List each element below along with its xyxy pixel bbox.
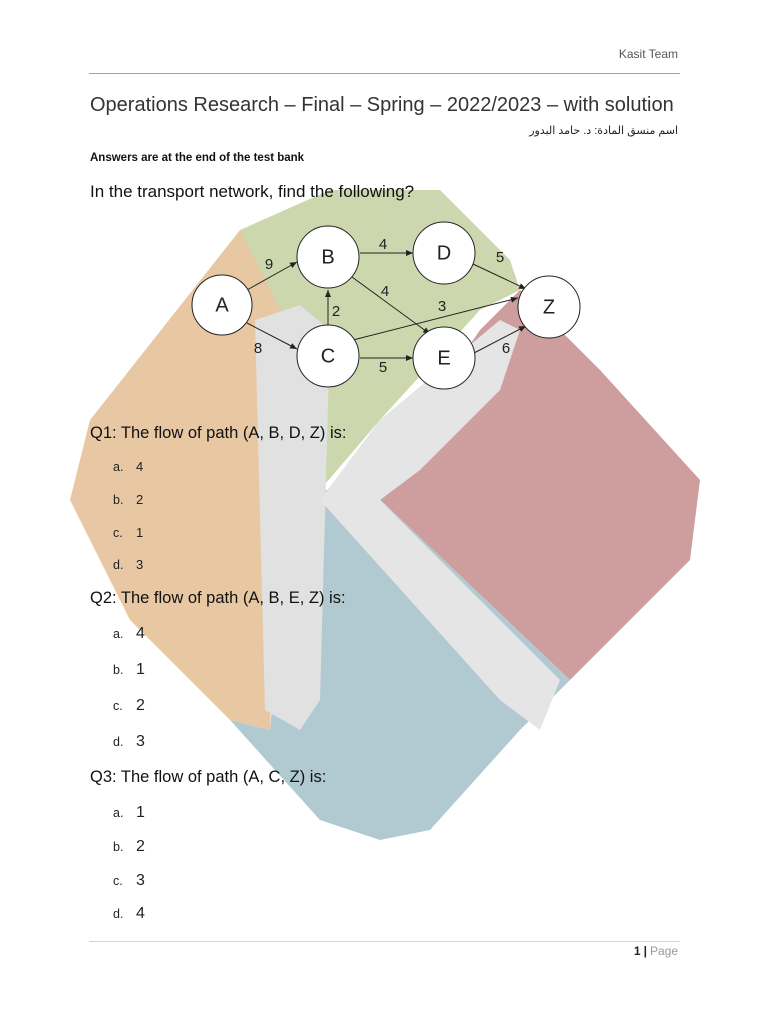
option-letter: a. <box>113 806 124 820</box>
node-c-label: C <box>320 345 336 368</box>
node-z-label: Z <box>542 296 556 319</box>
question-2-title: Q2: The flow of path (A, B, E, Z) is: <box>90 589 346 607</box>
question-1-title: Q1: The flow of path (A, B, D, Z) is: <box>90 424 347 442</box>
option-value: 3 <box>136 557 144 572</box>
option-letter: b. <box>113 493 124 507</box>
header-divider <box>89 73 680 74</box>
node-d-label: D <box>436 242 452 265</box>
question-2-option-c[interactable] <box>113 697 145 715</box>
footer-separator: | <box>643 944 647 958</box>
question-intro: In the transport network, find the following? <box>90 182 415 201</box>
weight-b-e: 4 <box>380 283 390 300</box>
page-label: Page <box>649 944 678 958</box>
page-number: 1 <box>633 944 641 958</box>
option-letter: b. <box>113 840 124 854</box>
option-letter: b. <box>113 663 124 677</box>
node-e-label: E <box>437 347 451 370</box>
option-value: 4 <box>136 459 144 474</box>
option-letter: d. <box>113 558 124 572</box>
question-2-option-a[interactable] <box>113 625 145 643</box>
header-team: Kasit Team <box>618 47 678 61</box>
node-b-label: B <box>321 246 335 269</box>
weight-a-b: 9 <box>264 256 274 273</box>
edge-b-e <box>352 277 430 334</box>
question-3-option-a[interactable] <box>113 804 145 822</box>
option-value: 4 <box>136 625 145 642</box>
option-value: 1 <box>136 804 145 821</box>
weight-e-z: 6 <box>501 340 511 357</box>
document-title: Operations Research – Final – Spring – 2022/2023 – with solution <box>90 94 674 116</box>
answers-note: Answers are at the end of the test bank <box>90 152 305 164</box>
option-letter: c. <box>113 874 123 888</box>
option-letter: a. <box>113 460 124 474</box>
transport-network-diagram <box>180 215 590 390</box>
question-3-title: Q3: The flow of path (A, C, Z) is: <box>90 768 327 786</box>
option-value: 3 <box>136 733 145 750</box>
weight-a-c: 8 <box>253 340 263 357</box>
question-1-option-c[interactable] <box>113 524 143 542</box>
question-1-option-d[interactable] <box>113 556 143 574</box>
edge-d-z <box>473 264 526 289</box>
question-3-option-d[interactable] <box>113 905 145 923</box>
option-letter: d. <box>113 907 124 921</box>
edge-e-z <box>474 326 526 353</box>
question-1-option-b[interactable] <box>113 491 143 509</box>
page-footer <box>634 944 678 958</box>
option-letter: a. <box>113 627 124 641</box>
question-3-option-c[interactable] <box>113 872 145 890</box>
question-3-option-b[interactable] <box>113 838 145 856</box>
weight-d-z: 5 <box>495 249 505 266</box>
option-letter: d. <box>113 735 124 749</box>
weight-b-d: 4 <box>378 236 388 253</box>
option-value: 2 <box>136 492 144 507</box>
question-2-option-b[interactable] <box>113 661 145 679</box>
weight-c-z: 3 <box>437 298 447 315</box>
option-value: 4 <box>136 905 145 922</box>
option-value: 3 <box>136 872 145 889</box>
question-1-option-a[interactable] <box>113 458 143 476</box>
option-letter: c. <box>113 526 123 540</box>
node-a-label: A <box>215 294 229 317</box>
option-letter: c. <box>113 699 123 713</box>
option-value: 1 <box>136 661 145 678</box>
option-value: 1 <box>136 525 144 540</box>
footer-divider <box>89 941 680 942</box>
weight-c-e: 5 <box>378 359 388 376</box>
weight-c-b: 2 <box>331 303 341 320</box>
course-coordinator-line: اسم منسق المادة: د. حامد البدور <box>529 125 678 137</box>
option-value: 2 <box>136 697 145 714</box>
question-2-option-d[interactable] <box>113 733 145 751</box>
option-value: 2 <box>136 838 145 855</box>
